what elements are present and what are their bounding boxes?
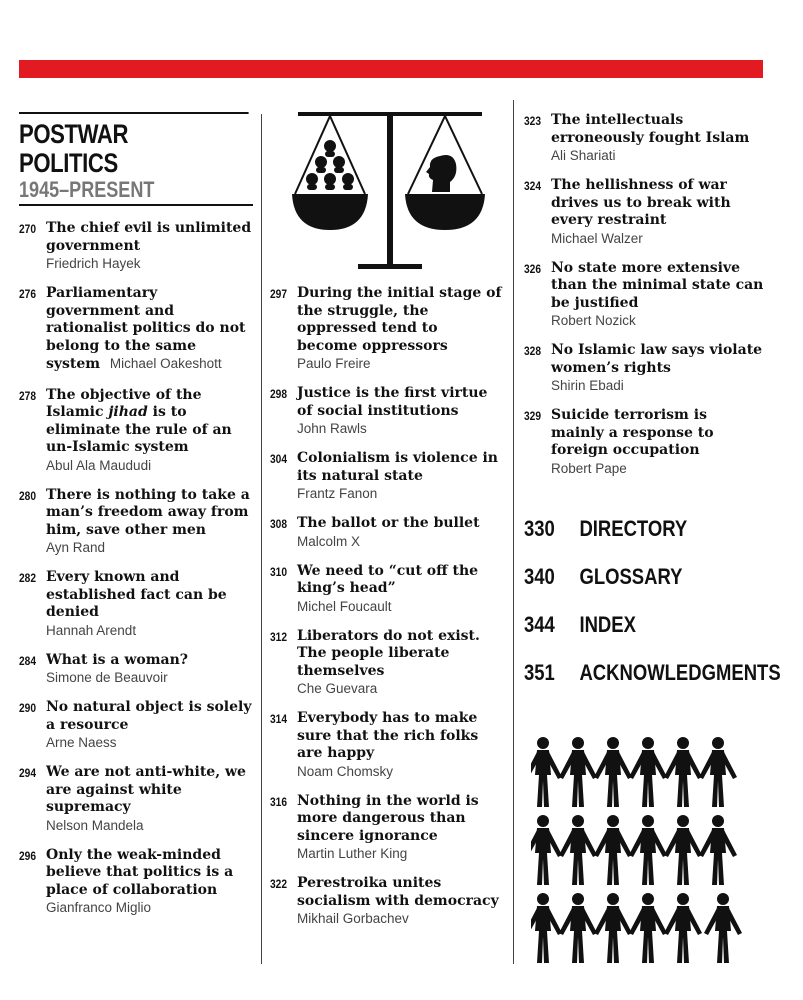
page-number: 284 (19, 653, 37, 668)
page-number: 310 (270, 564, 288, 579)
entry-title: Justice is the first virtue of social institutions (297, 385, 488, 419)
entry-title: During the initial stage of the struggle, the oppressed tend to become oppressors (297, 285, 502, 354)
toc-entry[interactable] (270, 450, 502, 502)
page-number: 326 (524, 261, 542, 276)
page-number: 296 (19, 848, 37, 863)
page-number: 282 (19, 571, 37, 585)
back-matter-glossary[interactable] (524, 564, 768, 590)
page-number: 304 (270, 452, 288, 466)
page-number: 290 (19, 701, 37, 715)
page-number: 328 (524, 344, 542, 358)
toc-entry[interactable] (270, 793, 502, 863)
toc-entry[interactable] (270, 875, 502, 927)
page-number: 340 (524, 563, 555, 589)
back-matter-index[interactable] (524, 612, 768, 638)
entry-title-part: is to eliminate the rule of an un-Islamic system (46, 404, 232, 455)
title-rule (19, 204, 253, 206)
entry-title: No natural object is solely a resource (46, 699, 252, 733)
section-title (19, 112, 249, 178)
toc-entry[interactable] (19, 387, 253, 474)
toc-entry[interactable] (524, 342, 764, 394)
entry-author: Gianfranco Miglio (46, 900, 152, 915)
page-number: 294 (19, 766, 37, 780)
entry-title (46, 285, 253, 374)
toc-entry[interactable] (270, 710, 502, 780)
entry-author: Che Guevara (297, 681, 378, 696)
toc-entry[interactable] (19, 220, 253, 272)
entry-author: Hannah Arendt (46, 622, 137, 638)
entry-title: Colonialism is violence in its natural state (297, 450, 498, 484)
section-years: 1945–PRESENT (19, 177, 155, 202)
page-number: 322 (270, 877, 288, 891)
toc-entry[interactable] (19, 764, 253, 834)
entry-author: Nelson Mandela (46, 817, 144, 833)
column-divider-right (513, 100, 514, 964)
page-number: 276 (19, 287, 37, 301)
entry-title: Everybody has to make sure that the rich folks are happy (297, 710, 479, 761)
entry-title: There is nothing to take a man’s freedom away from him, save other men (46, 486, 250, 538)
toc-entry[interactable] (19, 569, 253, 639)
page-number: 297 (270, 287, 288, 301)
page-number: 316 (270, 794, 288, 809)
page-number: 344 (524, 611, 555, 637)
toc-entry[interactable] (19, 285, 253, 374)
entry-title: Perestroika unites socialism with democracy (297, 875, 499, 909)
page-number: 270 (19, 222, 37, 236)
entry-author: Friedrich Hayek (46, 256, 141, 271)
column-left (19, 112, 253, 929)
page-number: 308 (270, 517, 288, 531)
entry-author: Arne Naess (46, 735, 117, 750)
entry-title-text: Parliamentary government and rationalist politics do not belong to the same system (46, 285, 246, 372)
entry-title: The chief evil is unlimited government (46, 220, 252, 254)
people-chain-icon (531, 735, 746, 965)
back-matter-acknowledgments[interactable] (524, 659, 781, 686)
entry-author: Martin Luther King (297, 846, 408, 861)
entry-author: John Rawls (297, 421, 367, 436)
column-divider-left (261, 114, 262, 964)
entry-title: The hellishness of war drives us to break with every restraint (551, 177, 731, 228)
entry-title: No Islamic law says violate women’s rights (551, 342, 763, 376)
toc-entry[interactable] (524, 260, 764, 330)
entry-author: Ali Shariati (551, 148, 616, 163)
toc-entry[interactable] (524, 112, 764, 164)
entry-author: Simone de Beauvoir (46, 670, 168, 685)
entry-title: Liberators do not exist. The people liberate themselves (297, 627, 480, 679)
entry-author: Michel Foucault (297, 598, 392, 614)
entry-title: We need to “cut off the king’s head” (297, 562, 479, 596)
page-number: 351 (524, 659, 555, 685)
section-title-line2: POLITICS (19, 148, 118, 178)
column-right (524, 112, 781, 708)
entry-title (46, 387, 253, 457)
red-header-bar (19, 60, 763, 78)
toc-entry[interactable] (19, 847, 253, 917)
toc-entry[interactable] (19, 487, 253, 557)
entry-author: Robert Pape (551, 460, 627, 476)
entry-author: Abul Ala Maududi (46, 457, 152, 473)
entry-author: Paulo Freire (297, 356, 371, 371)
toc-entry[interactable] (19, 652, 253, 687)
toc-entry[interactable] (270, 385, 502, 437)
toc-entry[interactable] (270, 563, 502, 615)
entry-author: Michael Walzer (551, 230, 643, 246)
toc-entry[interactable] (524, 407, 764, 477)
entry-title: Every known and established fact can be denied (46, 569, 227, 620)
toc-entry[interactable] (270, 628, 502, 698)
entry-author: Mikhail Gorbachev (297, 911, 409, 926)
back-matter-directory[interactable] (524, 516, 768, 542)
page-number: 323 (524, 114, 542, 128)
entry-author: Noam Chomsky (297, 763, 394, 779)
entry-title: The ballot or the bullet (297, 515, 480, 531)
page-number: 314 (270, 712, 288, 726)
entry-author: Shirin Ebadi (551, 378, 624, 393)
toc-entry[interactable] (270, 515, 502, 550)
page-number: 312 (270, 629, 288, 644)
entry-title-part: The objective of the Islamic (46, 386, 202, 420)
back-matter-label: ACKNOWLEDGMENTS (579, 659, 781, 685)
page-number: 324 (524, 179, 542, 193)
page-number: 330 (524, 515, 555, 541)
scales-of-justice-icon (290, 112, 490, 272)
section-title-line1: POSTWAR (19, 119, 129, 149)
entry-title: Nothing in the world is more dangerous than sincere ignorance (297, 792, 479, 844)
entry-title-emphasis: jihad (108, 404, 148, 420)
toc-entry[interactable] (524, 177, 764, 247)
page-number: 329 (524, 409, 542, 423)
toc-entry[interactable] (270, 285, 502, 372)
entry-author: Ayn Rand (46, 540, 106, 555)
entry-title: No state more extensive than the minimal state can be justified (551, 259, 764, 311)
back-matter-label: DIRECTORY (579, 515, 688, 541)
back-matter-label: GLOSSARY (579, 563, 683, 589)
entry-author: Malcolm X (297, 533, 361, 549)
toc-entry[interactable] (19, 699, 253, 751)
page-number: 280 (19, 488, 37, 503)
page-number: 278 (19, 388, 37, 403)
page-number: 298 (270, 387, 288, 401)
entry-title: We are not anti-white, we are against white supremacy (46, 764, 246, 815)
entry-author: Michael Oakeshott (109, 356, 222, 371)
column-middle (270, 285, 502, 940)
entry-title: Only the weak-minded believe that politics is a place of collaboration (46, 846, 234, 898)
entry-author: Robert Nozick (551, 313, 636, 328)
back-matter-label: INDEX (579, 611, 636, 637)
entry-title: Suicide terrorism is mainly a response to foreign occupation (551, 407, 714, 458)
entry-author: Frantz Fanon (297, 486, 378, 501)
entry-title: The intellectuals erroneously fought Islam (551, 112, 750, 146)
entry-title: What is a woman? (46, 651, 188, 668)
